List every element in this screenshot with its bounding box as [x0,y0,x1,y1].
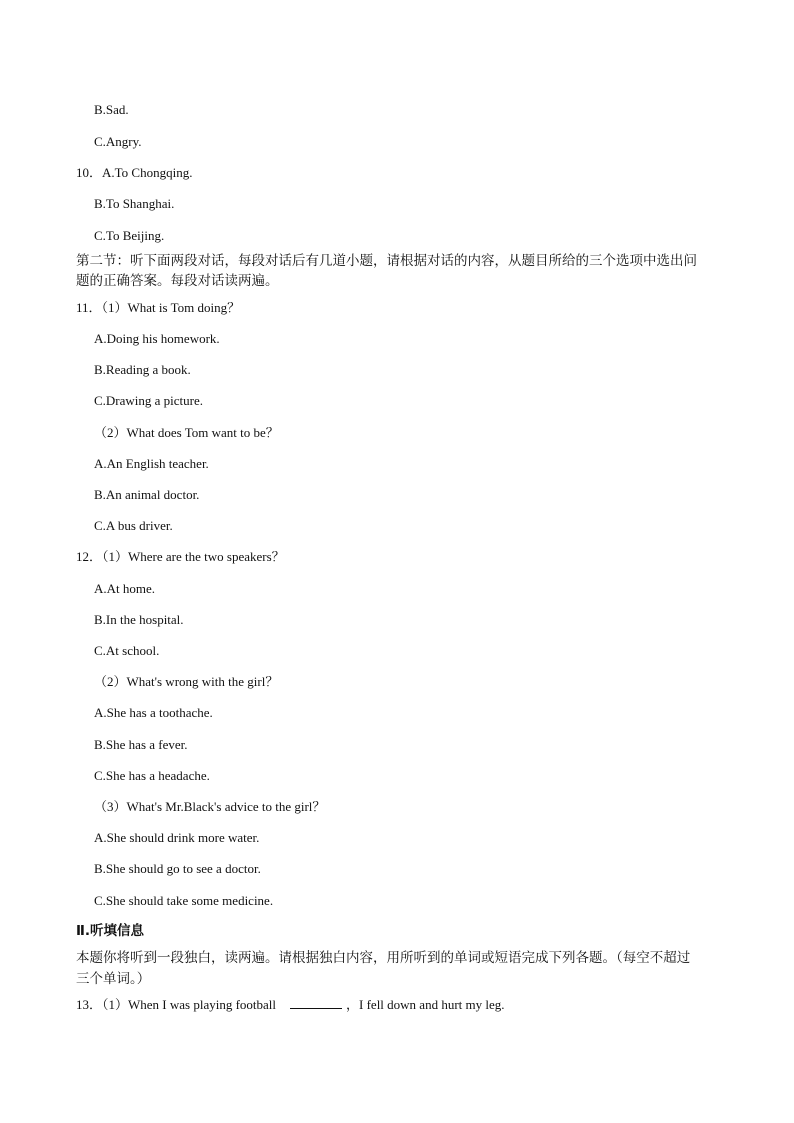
part2-instruction-line2: 三个单词。） [76,971,151,987]
q12-sub1-question: 12．（1）Where are the two speakers？ [76,549,285,564]
q10-option-c: C.To Beijing. [94,228,165,243]
q11-sub1-option-c: C.Drawing a picture. [94,393,204,408]
q10-option-b: B.To Shanghai. [94,196,175,211]
section2-instruction-line1: 第二节：听下面两段对话，每段对话后有几道小题，请根据对话的内容，从题目所给的三个选项中选出问 [76,253,697,269]
q11-sub2-option-b: B.An animal doctor. [94,487,200,502]
q12-sub3-question: （3）What's Mr.Black's advice to the girl？ [94,799,326,814]
q12-sub3-option-b: B.She should go to see a doctor. [94,861,261,876]
q10-option-a: 10．A.To Chongqing. [76,165,193,180]
q11-sub2-question: （2）What does Tom want to be？ [94,425,279,440]
q11-sub2-option-a: A.An English teacher. [94,456,209,471]
q9-option-b: B.Sad. [94,102,129,117]
q13-sub1-line [76,996,505,1014]
q11-sub1-option-a: A.Doing his homework. [94,331,220,346]
q12-sub2-option-c: C.She has a headache. [94,768,210,783]
q12-sub3-option-a: A.She should drink more water. [94,830,260,845]
part2-heading: Ⅱ.听填信息 [76,923,145,939]
q9-option-c: C.Angry. [94,134,142,149]
q11-sub2-option-c: C.A bus driver. [94,518,173,533]
part2-instruction-line1: 本题你将听到一段独白，读两遍。请根据独白内容，用所听到的单词或短语完成下列各题。（每空不超过 [76,950,691,966]
q12-sub1-option-c: C.At school. [94,643,160,658]
q12-sub2-option-a: A.She has a toothache. [94,705,213,720]
q12-sub1-option-a: A.At home. [94,581,156,596]
q12-sub1-option-b: B.In the hospital. [94,612,184,627]
q12-sub2-option-b: B.She has a fever. [94,737,188,752]
q13-sub1-blank[interactable] [290,996,342,1009]
q13-sub1-text-after: ，I fell down and hurt my leg. [346,997,505,1012]
q11-sub1-option-b: B.Reading a book. [94,362,191,377]
q12-sub2-question: （2）What's wrong with the girl？ [94,674,279,689]
section2-instruction-line2: 题的正确答案。每段对话读两遍。 [76,273,279,289]
q12-sub3-option-c: C.She should take some medicine. [94,893,274,908]
q13-sub1-text-before: 13．（1）When I was playing football [76,997,277,1012]
q11-sub1-question: 11．（1）What is Tom doing？ [76,300,241,315]
